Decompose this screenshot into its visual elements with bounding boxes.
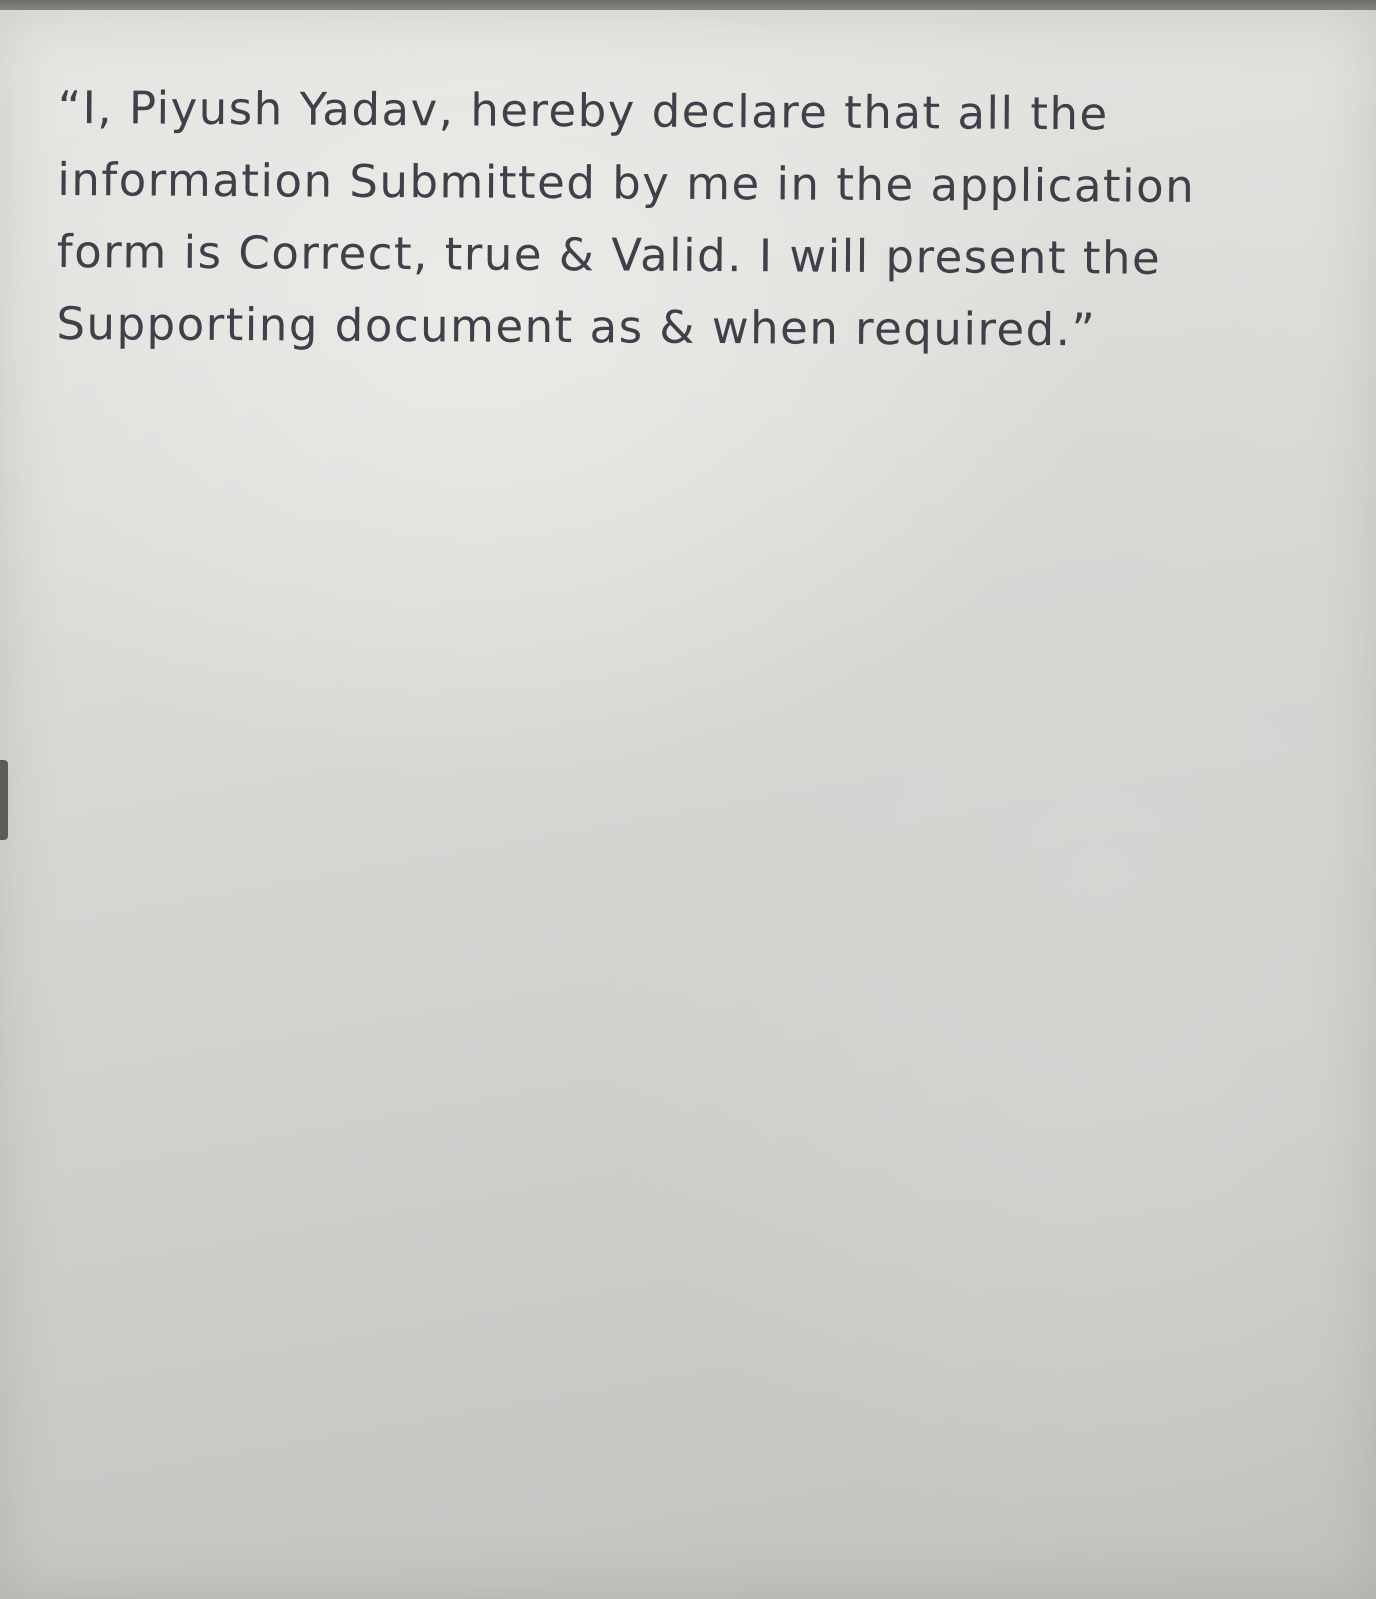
declaration-line-4: Supporting document as & when required.” xyxy=(56,296,1097,357)
left-edge-object xyxy=(0,760,8,840)
declaration-line-2: information Submitted by me in the application xyxy=(57,152,1196,213)
declaration-line-1: “I, Piyush Yadav, hereby declare that all the xyxy=(57,80,1109,141)
declaration-line-3: form is Correct, true & Valid. I will present the xyxy=(56,224,1162,285)
paper-sheet xyxy=(0,10,1376,1599)
handwritten-declaration xyxy=(56,72,1348,368)
